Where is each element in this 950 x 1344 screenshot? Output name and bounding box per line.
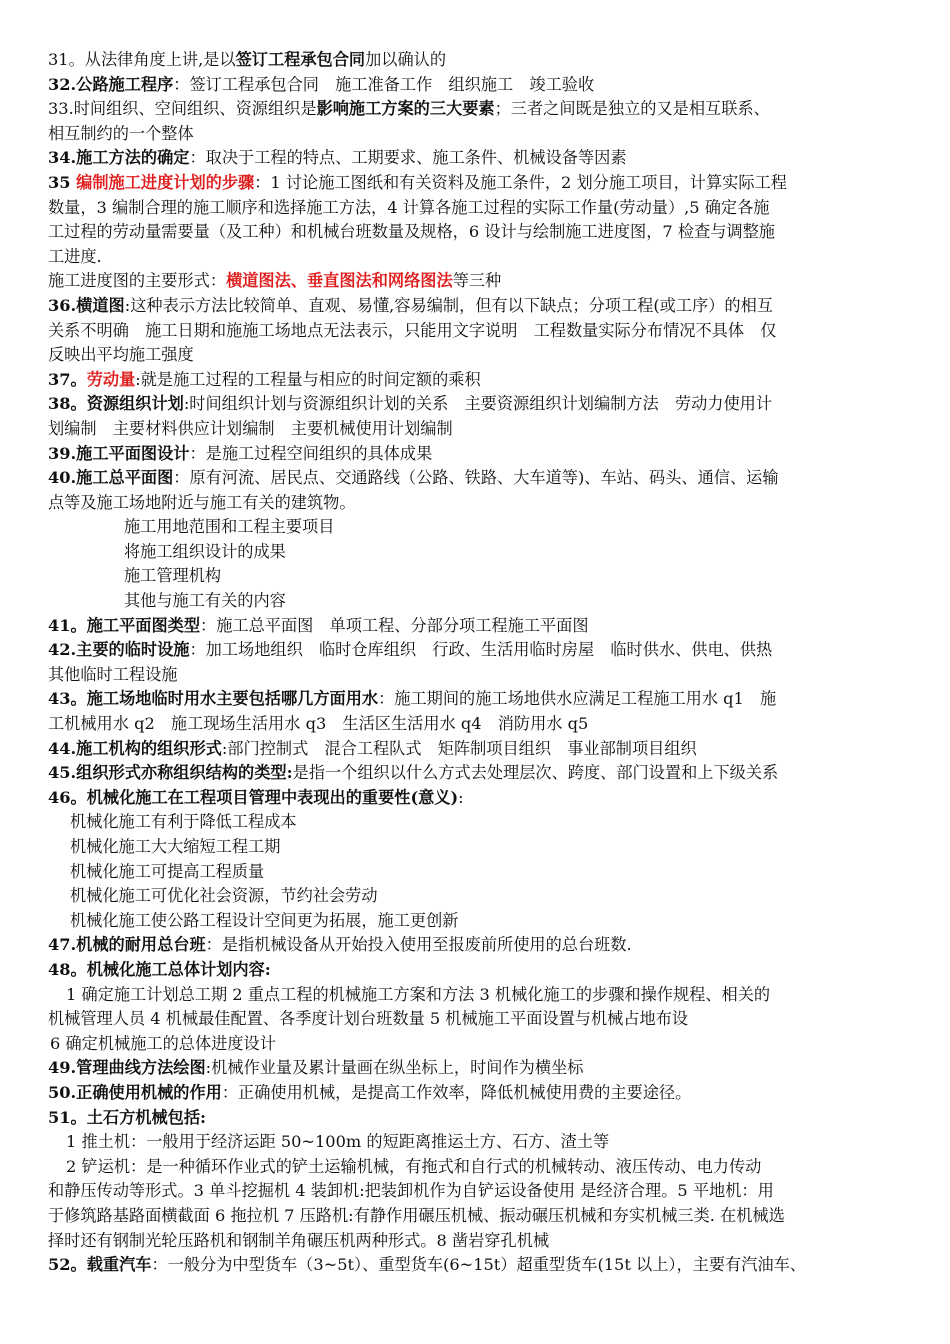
- text-segment: ；三者之间既是独立的又是相互联系、: [494, 99, 770, 119]
- text-segment: 机械管理人员 4 机械最佳配置、各季度计划台班数量 5 机械施工平面设置与机械占地布设: [48, 1009, 689, 1029]
- text-line: [48, 368, 910, 393]
- highlighted-term: 横道图法、垂直图法和网络图法: [226, 271, 453, 291]
- text-segment: 于修筑路基路面横截面 6 拖拉机 7 压路机:有静作用碾压机械、振动碾压机械和夯实机械三类. 在机械选: [48, 1205, 785, 1225]
- text-line: [48, 1032, 910, 1057]
- text-segment: 2 铲运机：是一种循环作业式的铲土运输机械，有拖式和自行式的机械转动、液压传动、电力传动: [66, 1156, 762, 1176]
- text-segment: ：一般分为中型货车（3~5t）、重型货车(6~15t）超重型货车(15t 以上），主要有汽油车、: [151, 1255, 806, 1275]
- text-segment: 施工管理机构: [124, 566, 222, 586]
- text-segment: ：是指机械设备从开始投入使用至报废前所使用的总台班数.: [205, 935, 632, 955]
- text-line: [48, 48, 910, 73]
- text-segment: ：施工总平面图 单项工程、分部分项工程施工平面图: [200, 615, 589, 635]
- text-segment: ：签订工程承包合同 施工准备工作 组织施工 竣工验收: [173, 74, 595, 94]
- text-line: [48, 687, 910, 712]
- text-segment: 1 确定施工计划总工期 2 重点工程的机械施工方案和方法 3 机械化施工的步骤和操作规程、相关的: [66, 984, 771, 1004]
- text-line: [48, 1106, 910, 1131]
- bold-term: 41。施工平面图类型: [48, 615, 201, 635]
- bold-term: 39.施工平面图设计: [48, 443, 190, 463]
- text-segment: :: [458, 787, 464, 807]
- text-segment: 31。从法律角度上讲,是以: [48, 50, 236, 69]
- text-segment: 数量，3 编制合理的施工顺序和选择施工方法，4 计算各施工过程的实际工作量(劳动量）,5 确定各施: [48, 197, 770, 217]
- text-segment: 点等及施工场地附近与施工有关的建筑物。: [48, 492, 356, 512]
- text-segment: 反映出平均施工强度: [48, 345, 194, 365]
- text-segment: ：1 讨论施工图纸和有关资料及施工条件，2 划分施工项目，计算实际工程: [254, 172, 787, 192]
- text-line: [48, 589, 910, 614]
- text-segment: :这种表示方法比较简单、直观、易懂,容易编制，但有以下缺点；分项工程(或工序）的相互: [124, 295, 773, 315]
- text-segment: 关系不明确 施工日期和施施工场地点无法表示，只能用文字说明 工程数量实际分布情况不具体 仅: [48, 320, 777, 340]
- text-segment: 和静压传动等形式。3 单斗挖掘机 4 装卸机:把装卸机作为自铲运设备使用 是经济合理。5 平地机：用: [48, 1181, 774, 1201]
- text-line: [48, 958, 910, 983]
- text-line: [48, 909, 910, 934]
- text-line: [48, 712, 910, 737]
- text-line: [48, 1229, 910, 1254]
- text-line: [48, 466, 910, 491]
- text-line: [48, 515, 910, 540]
- text-line: [48, 343, 910, 368]
- text-segment: 是指一个组织以什么方式去处理层次、跨度、部门设置和上下级关系: [292, 763, 779, 783]
- highlighted-term: 编制施工进度计划的步骤: [76, 172, 255, 192]
- text-line: [48, 1007, 910, 1032]
- bold-term: 40.施工总平面图: [48, 468, 174, 488]
- text-line: [48, 540, 910, 565]
- bold-term: 影响施工方案的三大要素: [316, 99, 495, 119]
- bold-term: 44.施工机构的组织形式: [48, 738, 222, 758]
- bold-term: 34.施工方法的确定: [48, 148, 190, 168]
- text-line: [48, 1179, 910, 1204]
- text-segment: 其他与施工有关的内容: [124, 591, 286, 611]
- text-segment: ：加工场地组织 临时仓库组织 行政、生活用临时房屋 临时供水、供电、供热: [189, 640, 773, 660]
- text-segment: 工过程的劳动量需要量（及工种）和机械台班数量及规格，6 设计与绘制施工进度图，7 检查与调整施: [48, 222, 775, 242]
- text-segment: :机械作业量及累计量画在纵坐标上，时间作为横坐标: [205, 1058, 584, 1078]
- text-segment: ：是施工过程空间组织的具体成果: [189, 443, 433, 463]
- text-line: [48, 810, 910, 835]
- text-line: [48, 171, 910, 196]
- text-segment: 机械化施工大大缩短工程工期: [70, 837, 281, 856]
- bold-term: 36.横道图: [48, 295, 125, 315]
- text-segment: 将施工组织设计的成果: [124, 541, 286, 561]
- text-segment: 6 确定机械施工的总体进度设计: [50, 1033, 276, 1053]
- text-line: [48, 294, 910, 319]
- text-segment: 相互制约的一个整体: [48, 123, 194, 143]
- text-line: [48, 245, 910, 270]
- text-segment: 加以确认的: [365, 50, 447, 69]
- text-line: [48, 417, 910, 442]
- text-segment: 划编制 主要材料供应计划编制 主要机械使用计划编制: [48, 418, 453, 438]
- text-segment: 机械化施工使公路工程设计空间更为拓展，施工更创新: [70, 910, 459, 930]
- text-line: [48, 663, 910, 688]
- text-line: [48, 564, 910, 589]
- bold-term: 43。施工场地临时用水主要包括哪几方面用水: [48, 689, 379, 709]
- text-segment: 择时还有钢制光轮压路机和钢制羊角碾压机两种形式。8 凿岩穿孔机械: [48, 1230, 550, 1250]
- text-line: [48, 1155, 910, 1180]
- text-segment: ：正确使用机械，是提高工作效率，降低机械使用费的主要途径。: [221, 1082, 692, 1102]
- text-segment: 等三种: [452, 271, 502, 291]
- text-line: [48, 269, 910, 294]
- text-segment: :就是施工过程的工程量与相应的时间定额的乘积: [135, 369, 481, 389]
- text-segment: ：取决于工程的特点、工期要求、施工条件、机械设备等因素: [189, 148, 627, 168]
- bold-term: 46。机械化施工在工程项目管理中表现出的重要性(意义): [48, 787, 459, 807]
- bold-term: 42.主要的临时设施: [48, 640, 190, 660]
- text-segment: 机械化施工可提高工程质量: [70, 861, 265, 881]
- text-line: [48, 220, 910, 245]
- text-segment: ：原有河流、居民点、交通路线（公路、铁路、大车道等)、车站、码头、通信、运输: [173, 468, 779, 488]
- text-line: [48, 933, 910, 958]
- text-segment: 施工进度图的主要形式：: [48, 271, 227, 291]
- text-segment: :部门控制式 混合工程队式 矩阵制项目组织 事业部制项目组织: [221, 738, 697, 758]
- text-segment: 施工用地范围和工程主要项目: [124, 517, 335, 537]
- bold-term: 51。土石方机械包括:: [48, 1107, 207, 1127]
- text-line: [48, 1081, 910, 1106]
- text-segment: 1 推土机：一般用于经济运距 50~100m 的短距离推运土方、石方、渣土等: [66, 1132, 610, 1152]
- text-segment: 工机械用水 q2 施工现场生活用水 q3 生活区生活用水 q4 消防用水 q5: [48, 714, 589, 734]
- text-line: [48, 983, 910, 1008]
- text-segment: ：施工期间的施工场地供水应满足工程施工用水 q1 施: [378, 689, 777, 709]
- bold-term: 47.机械的耐用总台班: [48, 935, 206, 955]
- text-line: [48, 1253, 910, 1278]
- text-line: [48, 442, 910, 467]
- text-segment: 机械化施工有利于降低工程成本: [70, 812, 297, 832]
- text-segment: 33.时间组织、空间组织、资源组织是: [48, 99, 317, 119]
- text-line: [48, 614, 910, 639]
- text-line: [48, 122, 910, 147]
- bold-term: 37。: [48, 369, 87, 389]
- text-line: [48, 392, 910, 417]
- text-line: [48, 97, 910, 122]
- bold-term: 签订工程承包合同: [235, 50, 366, 69]
- text-line: [48, 1130, 910, 1155]
- text-segment: :时间组织计划与资源组织计划的关系 主要资源组织计划编制方法 劳动力使用计: [183, 394, 773, 414]
- text-line: [48, 1204, 910, 1229]
- text-line: [48, 835, 910, 860]
- text-line: [48, 196, 910, 221]
- text-segment: 工进度.: [48, 246, 102, 266]
- text-line: [48, 73, 910, 98]
- bold-term: 49.管理曲线方法绘图: [48, 1058, 206, 1078]
- text-line: [48, 737, 910, 762]
- bold-term: 48。机械化施工总体计划内容:: [48, 959, 271, 979]
- text-line: [48, 860, 910, 885]
- text-line: [48, 884, 910, 909]
- bold-term: 32.公路施工程序: [48, 74, 174, 94]
- text-line: [48, 491, 910, 516]
- bold-term: 45.组织形式亦称组织结构的类型:: [48, 763, 293, 783]
- text-line: [48, 319, 910, 344]
- text-line: [48, 1056, 910, 1081]
- bold-term: 52。载重汽车: [48, 1255, 152, 1275]
- text-line: [48, 786, 910, 811]
- text-line: [48, 146, 910, 171]
- bold-term: 38。资源组织计划: [48, 394, 184, 414]
- bold-term: 50.正确使用机械的作用: [48, 1082, 222, 1102]
- text-line: [48, 638, 910, 663]
- highlighted-term: 劳动量: [86, 369, 136, 389]
- bold-term: 35: [48, 172, 77, 192]
- text-segment: 机械化施工可优化社会资源，节约社会劳动: [70, 886, 378, 906]
- text-segment: 其他临时工程设施: [48, 664, 178, 684]
- text-line: [48, 761, 910, 786]
